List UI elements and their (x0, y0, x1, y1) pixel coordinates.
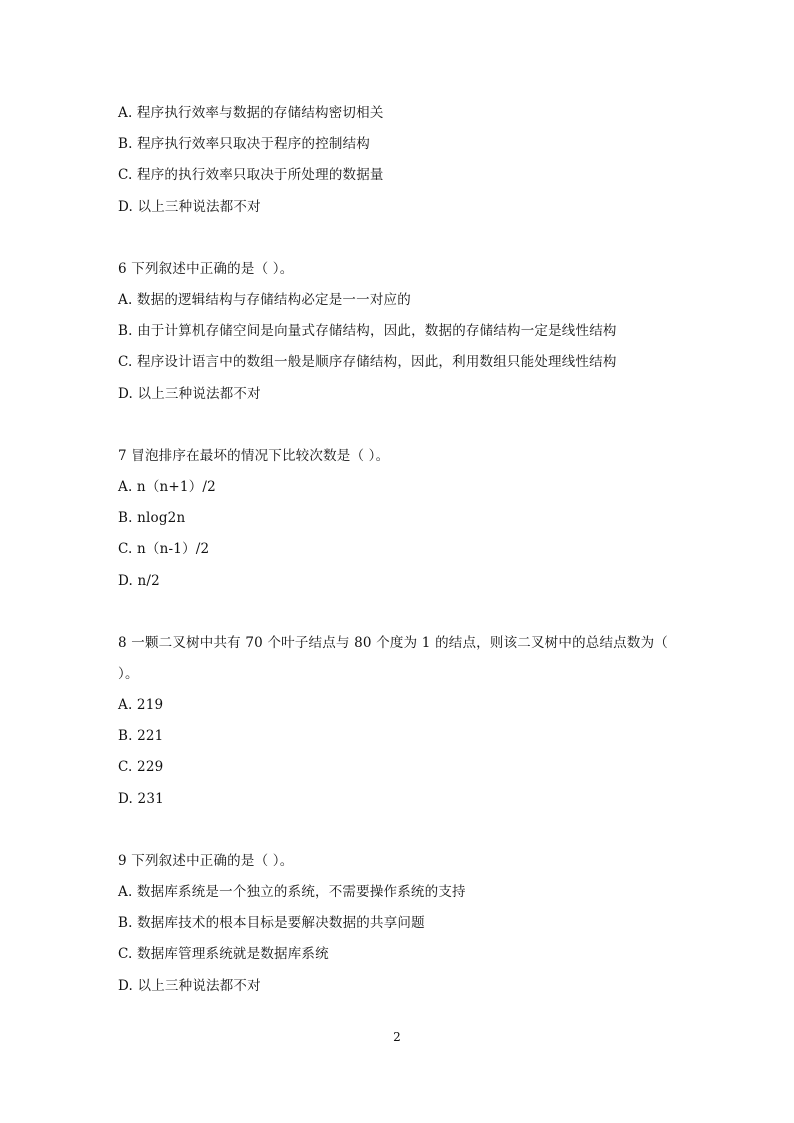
q9-question: 9 下列叙述中正确的是（ ）。 (118, 853, 294, 869)
q7-option-d: D. n/2 (118, 573, 160, 589)
q7-option-b: B. nlog2n (118, 510, 186, 526)
q8-option-a: A. 219 (118, 697, 164, 713)
q7-option-c: C. n（n-1）/2 (118, 541, 210, 557)
q9-option-d: D. 以上三种说法都不对 (118, 978, 261, 994)
q6-option-b: B. 由于计算机存储空间是向量式存储结构，因此，数据的存储结构一定是线性结构 (118, 323, 617, 339)
q5-option-a: A. 程序执行效率与数据的存储结构密切相关 (118, 105, 384, 121)
q8-option-d: D. 231 (118, 791, 164, 807)
q7-option-a: A. n（n+1）/2 (118, 479, 216, 495)
q5-option-d: D. 以上三种说法都不对 (118, 199, 261, 215)
q9-option-c: C. 数据库管理系统就是数据库系统 (118, 946, 329, 962)
q5-option-c: C. 程序的执行效率只取决于所处理的数据量 (118, 167, 384, 183)
q6-option-d: D. 以上三种说法都不对 (118, 386, 261, 402)
q8-question-line2: ）。 (118, 666, 139, 682)
q8-option-c: C. 229 (118, 759, 164, 775)
page-number: 2 (393, 1030, 401, 1044)
q6-option-a: A. 数据的逻辑结构与存储结构必定是一一对应的 (118, 292, 411, 308)
q7-question: 7 冒泡排序在最坏的情况下比较次数是（ ）。 (118, 448, 390, 464)
q6-question: 6 下列叙述中正确的是（ ）。 (118, 261, 294, 277)
q5-option-b: B. 程序执行效率只取决于程序的控制结构 (118, 136, 371, 152)
q9-option-a: A. 数据库系统是一个独立的系统，不需要操作系统的支持 (118, 884, 466, 900)
q8-option-b: B. 221 (118, 728, 164, 744)
q9-option-b: B. 数据库技术的根本目标是要解决数据的共享问题 (118, 915, 425, 931)
q8-question-line1: 8 一颗二叉树中共有 70 个叶子结点与 80 个度为 1 的结点，则该二叉树中的总结点数为（ (118, 635, 668, 651)
q6-option-c: C. 程序设计语言中的数组一般是顺序存储结构，因此，利用数组只能处理线性结构 (118, 354, 617, 370)
